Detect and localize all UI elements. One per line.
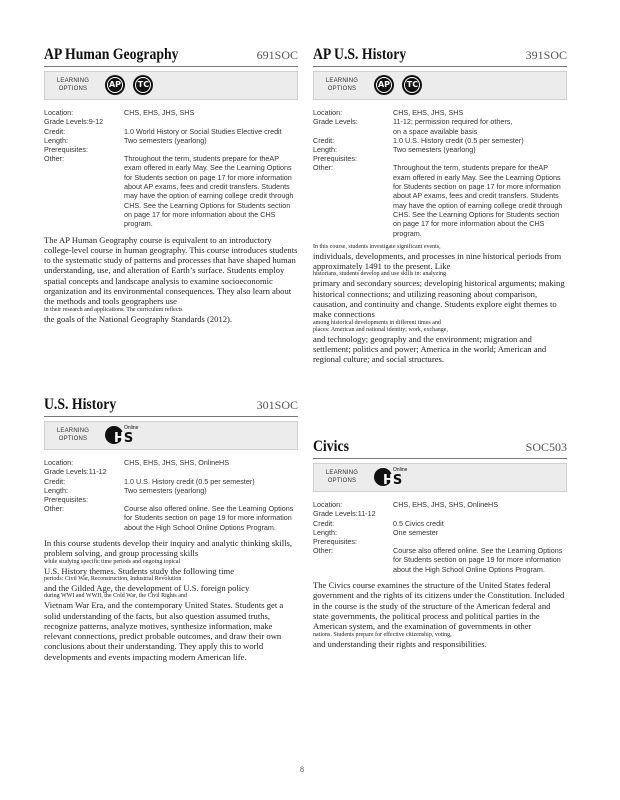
course-facts (44, 108, 298, 229)
page-number: 8 (300, 765, 304, 774)
online-hs-badge-icon: Online HS (374, 467, 408, 488)
course-ap-us-history (313, 44, 567, 365)
location-row: Location: CHS, EHS, JHS, SHS (44, 108, 195, 117)
grade-levels-row: Grade Levels:9-12 (44, 117, 104, 127)
learning-option-badges (105, 425, 139, 446)
course-facts (44, 458, 298, 532)
course-code: SOC503 (525, 440, 567, 454)
course-ap-human-geography (44, 44, 298, 324)
length-row: Length: Two semesters (yearlong) (44, 135, 207, 145)
course-description: The AP Human Geography course is equivalent to an introductory college-level course in human geography. This course introduces students to the systematic study of patterns and processes that have shaped human understanding, use, and alteration of Earth’s surface. Students employ spatial concepts and landscape analysis to examine socioeconomic organization and its environmental consequences. They also learn about the methods and tools geographers use in their research and applications. The curriculum reflects the goals of the National Geography Standards (2012). (44, 234, 298, 324)
learning-options-label: LEARNING OPTIONS (56, 428, 90, 442)
grade-levels-row: Grade Levels:11-12 (313, 509, 376, 519)
course-facts (313, 500, 567, 574)
learning-options-label: LEARNING OPTIONS (325, 78, 359, 92)
course-civics (313, 436, 567, 649)
online-hs-badge-icon: Online HS (105, 425, 139, 446)
length-row: Length: Two semesters (yearlong) (313, 145, 476, 155)
credit-row: Credit: 0.5 Civics credit (313, 518, 444, 528)
learning-options-label: LEARNING OPTIONS (325, 470, 359, 484)
learning-options-bar (313, 463, 567, 492)
course-us-history (44, 394, 298, 662)
course-title: U.S. History (44, 396, 117, 413)
credit-row: Credit: 1.0 World History or Social Studies Elective credit (44, 126, 282, 136)
course-description: In this course students develop their inquiry and analytic thinking skills, problem solving, and group processing skills while studying specific time periods and ongoing topical U.S. History themes. Students study the following time periods: Civil War, Reconstruction, Industrial Revolution and the Gilded Age, the development of U.S. foreign policy during WWI and WWII, the Cold War, the Civil Rights and Vietnam War Era, and the contemporary United States. Students get a solid understanding of the facts, but also question assumed truths, recognize patterns, analyze motives, synthesize information, make relevant connections, predict probable outcomes, and draw their own conclusions about their understanding. They apply this to world developments and events impacting modern American life. (44, 538, 292, 662)
length-row: Length: Two semesters (yearlong) (44, 485, 207, 495)
learning-option-badges (105, 75, 157, 96)
course-header (313, 436, 567, 459)
grade-levels-row: Grade Levels:11-12 (44, 467, 107, 477)
ap-badge-icon: AP (105, 75, 125, 95)
other-row: Other: Throughout the term, students prepare for theAP exam offered in early May. See the Learning Options for Students section on page 17 for more information about AP exams, fees and credit transfers. Students may have the option of earning college credit through CHS. See the Learning Options for Students section on page 17 for more information about the CHS program. (313, 163, 563, 238)
course-header (44, 394, 298, 417)
prerequisites-row: Prerequisites: (44, 145, 88, 155)
course-code: 301SOC (256, 398, 298, 412)
course-description: In this course, students investigate significant events, individuals, developments, and processes in nine historical periods from approximately 1491 to the present. Like historians, students develop and use skills in: analyzing primary and secondary sources; developing historical arguments; making historical connections; and utilizing reasoning about comparison, causation, and continuity and change. Students explore eight themes to make connections among historical developments in different times and places: American and national identity; work, exchange, and technology; geography and the environment; migration and settlement; politics and power; America in the world; American and regional culture; and social structures. (313, 243, 565, 365)
prerequisites-row: Prerequisites: (313, 154, 357, 164)
other-row: Other: Course also offered online. See the Learning Options for Students section on page 19 for more information about the High School Online Options Program. (44, 504, 294, 532)
learning-option-badges (374, 467, 408, 488)
course-title: AP U.S. History (313, 46, 407, 63)
location-row: Location: CHS, EHS, JHS, SHS, OnlineHS (44, 458, 230, 467)
course-header (44, 44, 298, 67)
location-row: Location: CHS, EHS, JHS, SHS (313, 108, 464, 117)
tc-badge-icon: TC (402, 75, 422, 95)
learning-options-label: LEARNING OPTIONS (56, 78, 90, 92)
prerequisites-row: Prerequisites: (44, 495, 88, 505)
learning-options-bar (44, 421, 298, 450)
grade-levels-row: Grade Levels: 11-12; permission required for others, on a space available basis (313, 117, 513, 136)
course-title: Civics (313, 438, 349, 455)
location-row: Location: CHS, EHS, JHS, SHS, OnlineHS (313, 500, 499, 509)
other-row: Other: Course also offered online. See the Learning Options for Students section on page 19 for more information about the High School Online Options Program. (313, 546, 563, 574)
course-code: 691SOC (256, 48, 298, 62)
learning-options-bar (44, 71, 298, 100)
other-row: Other: Throughout the term, students prepare for theAP exam offered in early May. See the Learning Options for Students section on page 17 for more information about AP exams, fees and credit transfers. Students may have the option of earning college credit through CHS. See the Learning Options for Students section on page 17 for more information about the CHS program. (44, 154, 294, 229)
course-description: The Civics course examines the structure of the United States federal government and the rights of its citizens under the Constitution. Included in the course is the study of the structure of the American federal and state governments, the political process and political parties in the American system, and the examination of governments in other nations. Students prepare for effective citizenship, voting, and understanding their rights and responsibilities. (313, 580, 565, 649)
learning-options-bar (313, 71, 567, 100)
ap-badge-icon: AP (374, 75, 394, 95)
prerequisites-row: Prerequisites: (313, 537, 357, 547)
learning-option-badges (374, 75, 426, 96)
length-row: Length: One semester (313, 527, 439, 537)
credit-row: Credit: 1.0 U.S. History credit (0.5 per semester) (313, 135, 524, 145)
course-code: 391SOC (525, 48, 567, 62)
tc-badge-icon: TC (133, 75, 153, 95)
course-header (313, 44, 567, 67)
course-title: AP Human Geography (44, 46, 179, 63)
credit-row: Credit: 1.0 U.S. History credit (0.5 per semester) (44, 476, 255, 486)
course-facts (313, 108, 567, 238)
